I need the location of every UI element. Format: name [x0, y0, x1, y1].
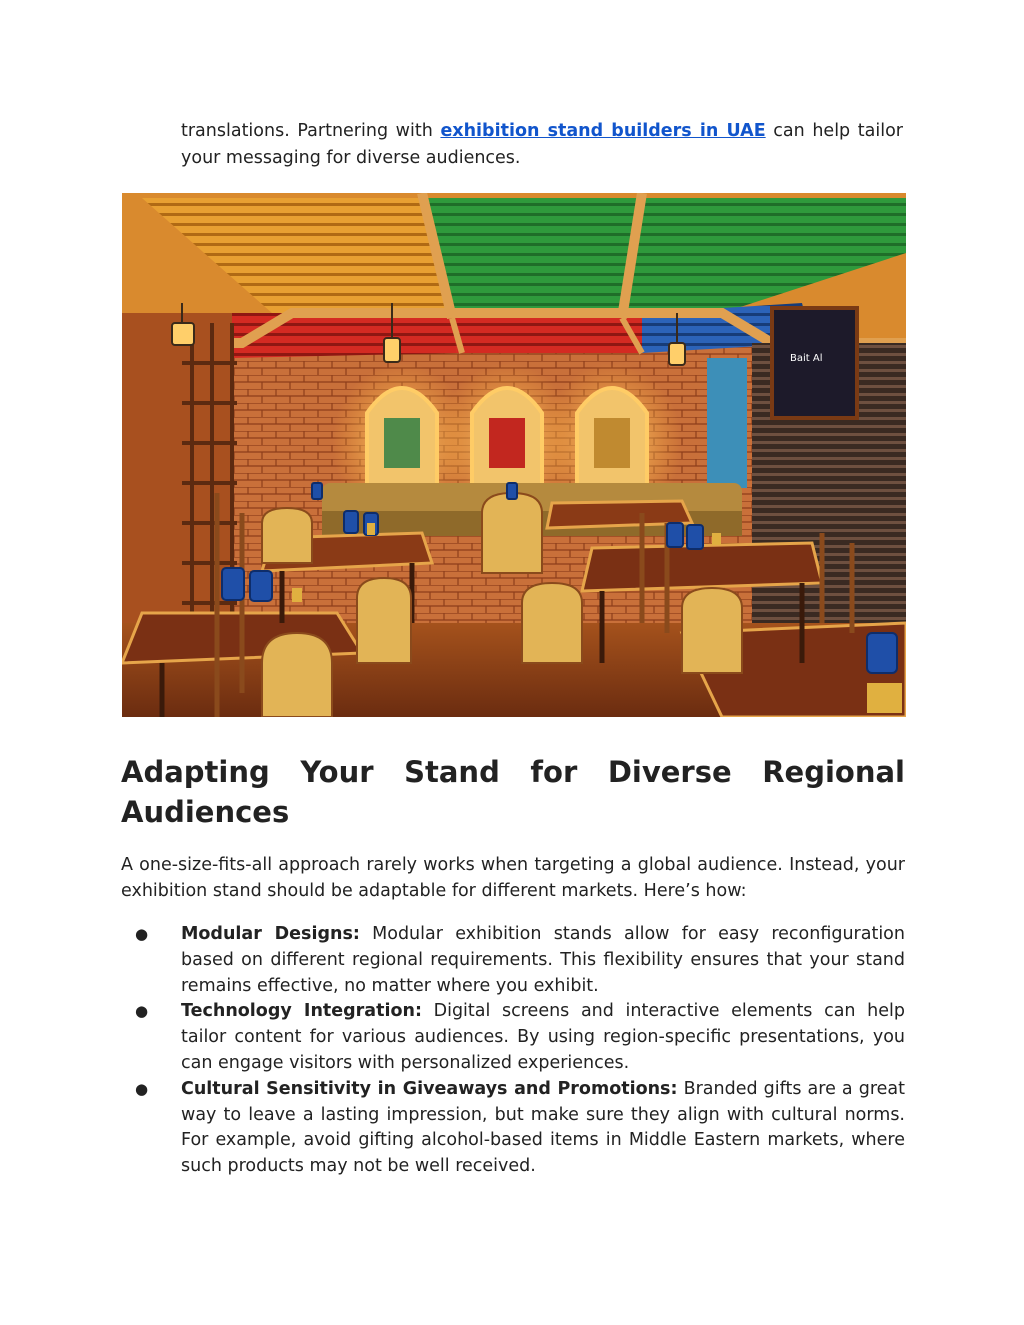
restaurant-interior-photo: [122, 193, 906, 717]
bullet-icon: ●: [135, 1079, 149, 1098]
intro-paragraph: [181, 118, 903, 172]
intro-text-before: translations. Partnering with: [181, 121, 441, 141]
sign-text: Bait Al: [790, 353, 823, 364]
section-heading: Adapting Your Stand for Diverse Regional Audiences: [121, 755, 905, 829]
list-item-technology-integration: [121, 999, 905, 1076]
list-item-modular-designs: [121, 922, 905, 999]
exhibition-stand-builders-link[interactable]: exhibition stand builders in UAE: [440, 121, 766, 141]
bullet-text: Digital screens and interactive elements can help tailor content for various audiences. By using region-specific presentations, you can engage visitors with personalized experiences.: [181, 1001, 905, 1073]
tips-list: [121, 922, 905, 1180]
bullet-icon: ●: [135, 925, 149, 943]
bullet-title: Technology Integration:: [181, 1001, 422, 1022]
section-intro: A one-size-fits-all approach rarely works when targeting a global audience. Instead, your exhibition stand should be adaptable for different markets. Here’s how:: [121, 855, 905, 901]
bullet-text: Modular exhibition stands allow for easy reconfiguration based on different regional requirements. This flexibility ensures that your stand remains effective, no matter where you exhibit.: [181, 924, 905, 996]
bullet-text: Branded gifts are a great way to leave a lasting impression, but make sure they align with cultural norms. For example, avoid gifting alcohol-based items in Middle Eastern markets, where such products may not be well received.: [181, 1078, 905, 1177]
intro-text-after: can help tailor your messaging for diverse audiences.: [181, 121, 903, 168]
bullet-icon: ●: [135, 1002, 149, 1021]
list-item-cultural-sensitivity: [121, 1077, 905, 1180]
bullet-title: Cultural Sensitivity in Giveaways and Promotions:: [181, 1078, 678, 1099]
bullet-title: Modular Designs:: [181, 924, 360, 944]
